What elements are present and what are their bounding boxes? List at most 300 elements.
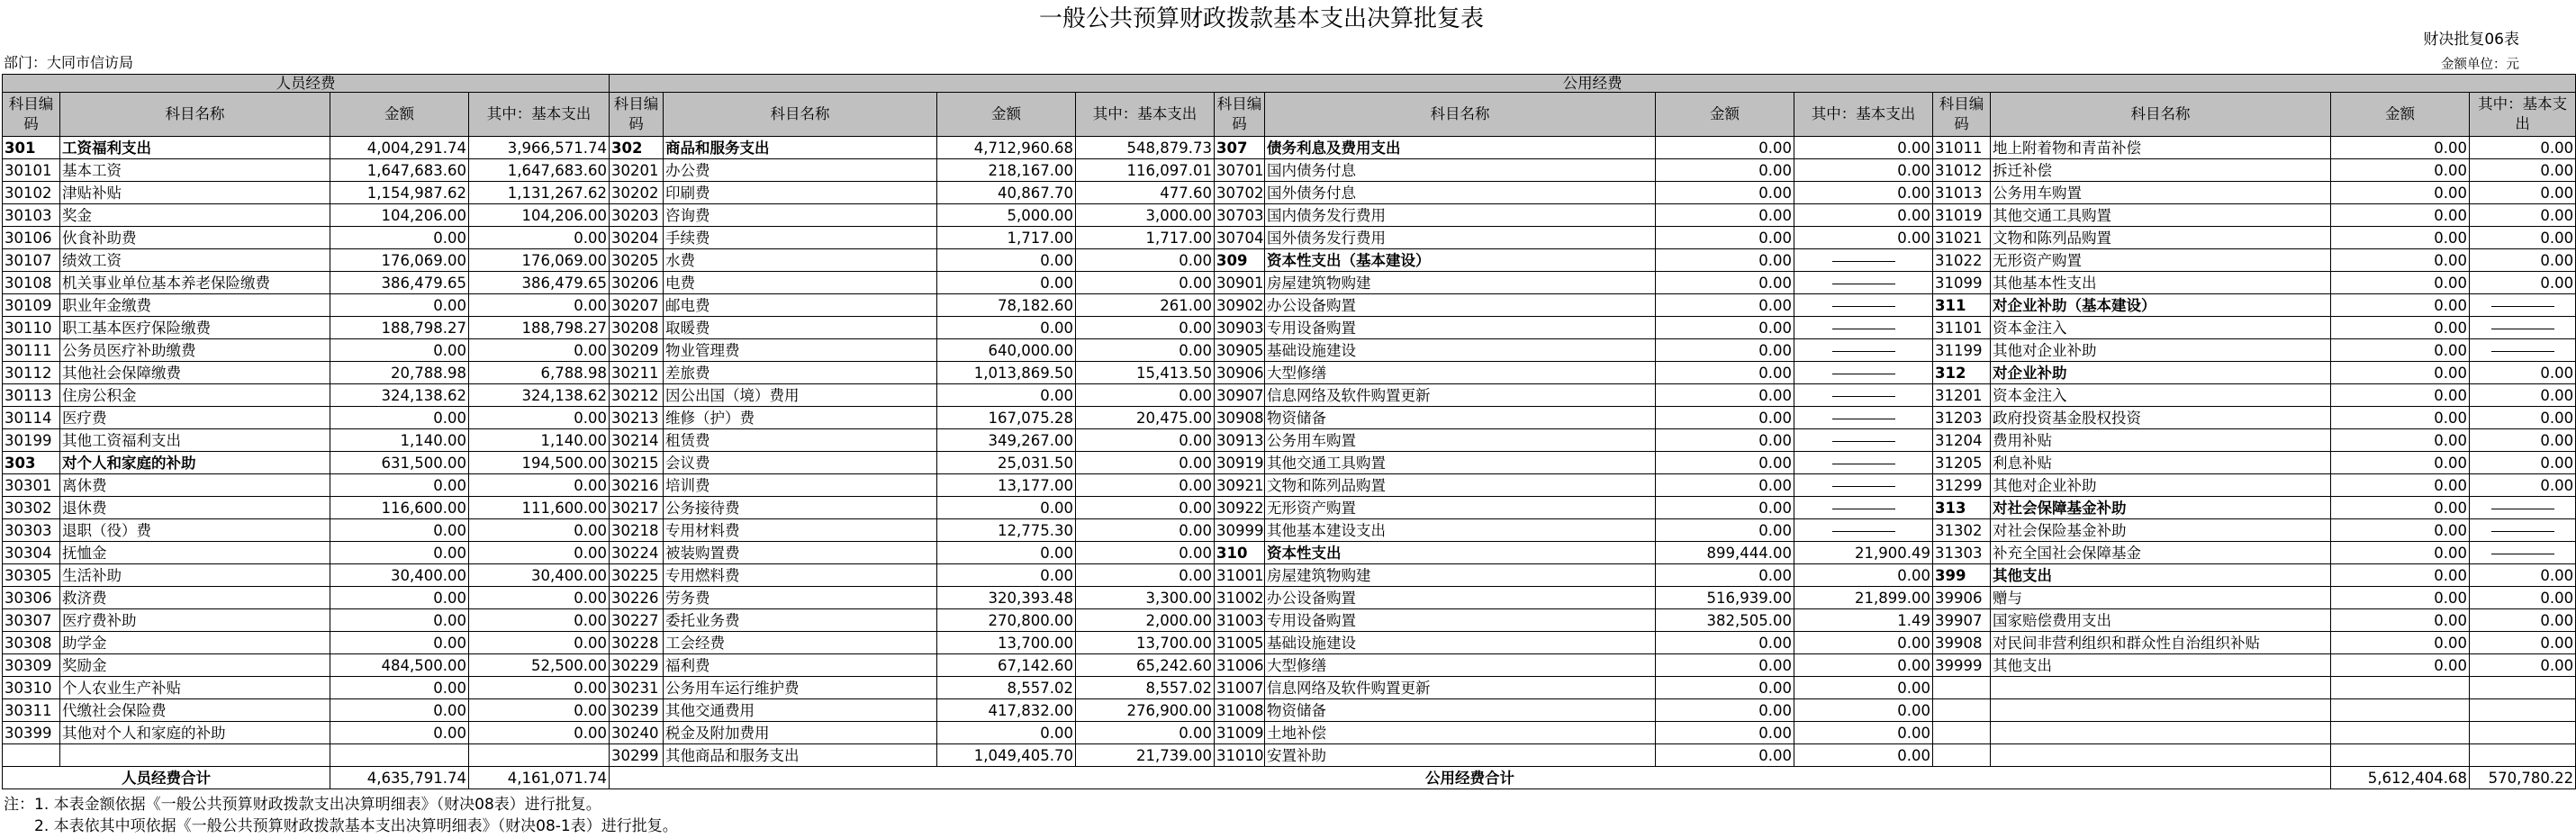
cell-name: 咨询费 <box>664 204 937 227</box>
cell-amount: 0.00 <box>1656 294 1794 317</box>
cell-amount: 0.00 <box>1656 384 1794 407</box>
cell-basic: 0.00 <box>1794 137 1933 159</box>
cell-amount <box>2331 722 2470 744</box>
cell-amount: 0.00 <box>2331 182 2470 204</box>
cell-code: 30217 <box>610 497 664 519</box>
table-row <box>3 632 2576 654</box>
cell-code: 30922 <box>1215 497 1265 519</box>
cell-amount: 0.00 <box>1656 407 1794 429</box>
header-name: 科目名称 <box>1265 93 1656 137</box>
cell-basic <box>2470 294 2576 317</box>
cell-basic: 0.00 <box>469 722 610 744</box>
cell-amount: 0.00 <box>1656 339 1794 362</box>
dash-mark <box>1832 531 1895 532</box>
cell-basic: 30,400.00 <box>469 564 610 587</box>
dash-mark <box>2491 351 2554 352</box>
cell-basic <box>2470 744 2576 767</box>
cell-basic <box>2470 519 2576 542</box>
cell-name: 住房公积金 <box>60 384 330 407</box>
cell-code: 30211 <box>610 362 664 384</box>
cell-amount: 0.00 <box>2331 204 2470 227</box>
cell-amount: 631,500.00 <box>330 452 469 474</box>
cell-name: 工会经费 <box>664 632 937 654</box>
cell-code: 30225 <box>610 564 664 587</box>
cell-code: 31010 <box>1215 744 1265 767</box>
cell-name: 债务利息及费用支出 <box>1265 137 1656 159</box>
cell-amount: 1,154,987.62 <box>330 182 469 204</box>
cell-amount: 0.00 <box>1656 452 1794 474</box>
table-row <box>3 182 2576 204</box>
cell-name: 奖励金 <box>60 654 330 677</box>
cell-code: 30212 <box>610 384 664 407</box>
cell-code: 30215 <box>610 452 664 474</box>
cell-name: 奖金 <box>60 204 330 227</box>
group-header-public: 公用经费 <box>610 75 2576 93</box>
cell-code: 39906 <box>1933 587 1991 609</box>
department-label: 部门：大同市信访局 <box>4 54 134 71</box>
cell-amount: 0.00 <box>1656 227 1794 249</box>
cell-name: 其他交通工具购置 <box>1265 452 1656 474</box>
header-code: 科目编码 <box>1933 93 1991 137</box>
cell-amount: 0.00 <box>2331 429 2470 452</box>
cell-basic: 0.00 <box>1794 677 1933 699</box>
cell-code: 30199 <box>3 429 60 452</box>
cell-amount: 20,788.98 <box>330 362 469 384</box>
dash-mark <box>2491 531 2554 532</box>
cell-name: 其他社会保障缴费 <box>60 362 330 384</box>
cell-name: 退休费 <box>60 497 330 519</box>
cell-code: 302 <box>610 137 664 159</box>
cell-amount: 0.00 <box>330 519 469 542</box>
cell-basic: 6,788.98 <box>469 362 610 384</box>
report-title: 一般公共预算财政拨款基本支出决算批复表 <box>1038 5 1484 32</box>
cell-basic: 548,879.73 <box>1076 137 1215 159</box>
cell-basic: 0.00 <box>2470 272 2576 294</box>
cell-amount: 0.00 <box>2331 384 2470 407</box>
cell-amount: 0.00 <box>1656 677 1794 699</box>
cell-amount: 1,049,405.70 <box>937 744 1076 767</box>
cell-code: 31201 <box>1933 384 1991 407</box>
cell-basic: 111,600.00 <box>469 497 610 519</box>
cell-basic: 0.00 <box>2470 182 2576 204</box>
cell-basic: 3,000.00 <box>1076 204 1215 227</box>
cell-amount: 0.00 <box>330 722 469 744</box>
cell-basic: 116,097.01 <box>1076 159 1215 182</box>
cell-basic: 0.00 <box>1794 654 1933 677</box>
table-row <box>3 474 2576 497</box>
cell-name: 委托业务费 <box>664 609 937 632</box>
public-total-label: 公用经费合计 <box>610 767 2331 789</box>
cell-basic: 0.00 <box>1076 429 1215 452</box>
cell-amount: 0.00 <box>2331 474 2470 497</box>
cell-basic: 0.00 <box>2470 159 2576 182</box>
cell-amount: 0.00 <box>937 384 1076 407</box>
cell-basic <box>1794 407 1933 429</box>
cell-amount: 0.00 <box>330 339 469 362</box>
cell-name <box>60 744 330 767</box>
header-amount: 金额 <box>2331 93 2470 137</box>
cell-basic: 0.00 <box>469 632 610 654</box>
cell-basic: 1,717.00 <box>1076 227 1215 249</box>
cell-code: 30299 <box>610 744 664 767</box>
cell-code: 30303 <box>3 519 60 542</box>
table-row <box>3 317 2576 339</box>
cell-name: 印刷费 <box>664 182 937 204</box>
cell-amount: 0.00 <box>937 497 1076 519</box>
note-1: 注：1. 本表金额依据《一般公共预算财政拨款支出决算明细表》（财决08表）进行批复。 <box>4 796 601 814</box>
cell-code: 31011 <box>1933 137 1991 159</box>
dash-mark <box>1832 261 1895 262</box>
cell-code <box>1933 699 1991 722</box>
cell-code: 30305 <box>3 564 60 587</box>
cell-name: 大型修缮 <box>1265 654 1656 677</box>
cell-basic: 0.00 <box>1076 497 1215 519</box>
cell-amount: 0.00 <box>2331 519 2470 542</box>
cell-basic <box>1794 249 1933 272</box>
header-name: 科目名称 <box>60 93 330 137</box>
cell-basic: 0.00 <box>1794 182 1933 204</box>
cell-basic <box>2470 722 2576 744</box>
cell-code: 30309 <box>3 654 60 677</box>
cell-name: 助学金 <box>60 632 330 654</box>
cell-basic: 0.00 <box>2470 654 2576 677</box>
cell-code: 30905 <box>1215 339 1265 362</box>
cell-amount: 0.00 <box>937 722 1076 744</box>
cell-code: 30901 <box>1215 272 1265 294</box>
cell-basic: 1,131,267.62 <box>469 182 610 204</box>
cell-name: 租赁费 <box>664 429 937 452</box>
cell-amount: 0.00 <box>330 609 469 632</box>
cell-code: 30229 <box>610 654 664 677</box>
cell-basic: 52,500.00 <box>469 654 610 677</box>
table-row <box>3 587 2576 609</box>
cell-name: 取暖费 <box>664 317 937 339</box>
cell-basic: 0.00 <box>1076 564 1215 587</box>
cell-name: 维修（护）费 <box>664 407 937 429</box>
cell-basic: 0.00 <box>469 294 610 317</box>
cell-code <box>1933 744 1991 767</box>
cell-amount: 1,717.00 <box>937 227 1076 249</box>
cell-amount: 0.00 <box>1656 272 1794 294</box>
cell-amount: 0.00 <box>2331 249 2470 272</box>
cell-name: 物资储备 <box>1265 407 1656 429</box>
cell-basic: 261.00 <box>1076 294 1215 317</box>
cell-name: 地上附着物和青苗补偿 <box>1991 137 2331 159</box>
table-row <box>3 362 2576 384</box>
cell-code: 30224 <box>610 542 664 564</box>
cell-amount: 320,393.48 <box>937 587 1076 609</box>
table-row <box>3 497 2576 519</box>
cell-name: 政府投资基金股权投资 <box>1991 407 2331 429</box>
cell-amount: 104,206.00 <box>330 204 469 227</box>
cell-code: 30240 <box>610 722 664 744</box>
cell-name: 伙食补助费 <box>60 227 330 249</box>
cell-basic <box>1794 384 1933 407</box>
cell-code: 30310 <box>3 677 60 699</box>
cell-amount: 386,479.65 <box>330 272 469 294</box>
cell-amount <box>2331 677 2470 699</box>
cell-name: 房屋建筑物购建 <box>1265 272 1656 294</box>
cell-amount: 0.00 <box>2331 497 2470 519</box>
cell-code: 30311 <box>3 699 60 722</box>
cell-basic <box>2470 677 2576 699</box>
cell-code: 30231 <box>610 677 664 699</box>
cell-name: 资本性支出（基本建设） <box>1265 249 1656 272</box>
cell-name: 会议费 <box>664 452 937 474</box>
cell-name: 福利费 <box>664 654 937 677</box>
cell-name: 国内债务发行费用 <box>1265 204 1656 227</box>
cell-basic: 276,900.00 <box>1076 699 1215 722</box>
cell-basic: 21,739.00 <box>1076 744 1215 767</box>
dash-mark <box>1832 306 1895 307</box>
cell-name: 资本性支出 <box>1265 542 1656 564</box>
table-row <box>3 227 2576 249</box>
cell-name: 办公费 <box>664 159 937 182</box>
totals-row <box>3 767 2576 789</box>
cell-name: 拆迁补偿 <box>1991 159 2331 182</box>
cell-basic: 0.00 <box>469 519 610 542</box>
cell-basic: 324,138.62 <box>469 384 610 407</box>
cell-basic: 0.00 <box>1076 249 1215 272</box>
cell-basic: 0.00 <box>469 407 610 429</box>
cell-amount: 0.00 <box>1656 744 1794 767</box>
cell-name: 国外债务付息 <box>1265 182 1656 204</box>
cell-code: 30226 <box>610 587 664 609</box>
cell-name: 专用燃料费 <box>664 564 937 587</box>
cell-code: 30908 <box>1215 407 1265 429</box>
cell-name: 对民间非营利组织和群众性自治组织补贴 <box>1991 632 2331 654</box>
cell-code: 30102 <box>3 182 60 204</box>
cell-name: 利息补贴 <box>1991 452 2331 474</box>
cell-basic <box>1794 339 1933 362</box>
cell-amount: 0.00 <box>1656 362 1794 384</box>
cell-amount: 1,140.00 <box>330 429 469 452</box>
dash-mark <box>2491 306 2554 307</box>
cell-name: 机关事业单位基本养老保险缴费 <box>60 272 330 294</box>
cell-amount: 116,600.00 <box>330 497 469 519</box>
dash-mark <box>1832 351 1895 352</box>
cell-code: 30702 <box>1215 182 1265 204</box>
cell-code: 30209 <box>610 339 664 362</box>
cell-name: 培训费 <box>664 474 937 497</box>
cell-basic: 20,475.00 <box>1076 407 1215 429</box>
dash-mark <box>1832 441 1895 442</box>
cell-basic: 13,700.00 <box>1076 632 1215 654</box>
cell-amount: 12,775.30 <box>937 519 1076 542</box>
cell-code: 30703 <box>1215 204 1265 227</box>
cell-code: 30239 <box>610 699 664 722</box>
header-basic: 其中：基本支出 <box>469 93 610 137</box>
cell-basic: 0.00 <box>2470 429 2576 452</box>
cell-amount: 0.00 <box>2331 339 2470 362</box>
table-row <box>3 722 2576 744</box>
cell-basic: 0.00 <box>1076 474 1215 497</box>
header-code: 科目编码 <box>610 93 664 137</box>
cell-code <box>1933 677 1991 699</box>
cell-basic <box>2470 542 2576 564</box>
cell-basic <box>1794 317 1933 339</box>
cell-basic: 0.00 <box>1794 159 1933 182</box>
cell-amount: 67,142.60 <box>937 654 1076 677</box>
cell-name: 对个人和家庭的补助 <box>60 452 330 474</box>
cell-code: 30201 <box>610 159 664 182</box>
cell-code: 31303 <box>1933 542 1991 564</box>
cell-amount: 0.00 <box>2331 137 2470 159</box>
cell-code: 30203 <box>610 204 664 227</box>
cell-code: 30113 <box>3 384 60 407</box>
cell-name: 救济费 <box>60 587 330 609</box>
cell-amount: 0.00 <box>1656 632 1794 654</box>
cell-name: 物资储备 <box>1265 699 1656 722</box>
cell-basic: 0.00 <box>2470 564 2576 587</box>
cell-basic: 0.00 <box>2470 204 2576 227</box>
cell-basic: 0.00 <box>1076 722 1215 744</box>
cell-code: 31021 <box>1933 227 1991 249</box>
cell-code: 31012 <box>1933 159 1991 182</box>
cell-basic: 188,798.27 <box>469 317 610 339</box>
cell-name: 赠与 <box>1991 587 2331 609</box>
table-row <box>3 542 2576 564</box>
cell-name: 国内债务付息 <box>1265 159 1656 182</box>
cell-basic: 0.00 <box>469 699 610 722</box>
cell-code: 309 <box>1215 249 1265 272</box>
cell-amount: 0.00 <box>2331 542 2470 564</box>
cell-code: 30216 <box>610 474 664 497</box>
cell-name: 大型修缮 <box>1265 362 1656 384</box>
table-row <box>3 744 2576 767</box>
cell-name: 职业年金缴费 <box>60 294 330 317</box>
cell-name: 基础设施建设 <box>1265 339 1656 362</box>
cell-basic <box>1794 362 1933 384</box>
cell-name: 公务员医疗补助缴费 <box>60 339 330 362</box>
form-code: 财决批复06表 <box>2423 31 2519 49</box>
cell-amount: 176,069.00 <box>330 249 469 272</box>
cell-amount: 0.00 <box>1656 317 1794 339</box>
cell-basic <box>469 744 610 767</box>
cell-name: 医疗费 <box>60 407 330 429</box>
cell-code: 39999 <box>1933 654 1991 677</box>
cell-name: 差旅费 <box>664 362 937 384</box>
cell-amount: 0.00 <box>1656 159 1794 182</box>
cell-basic: 0.00 <box>1794 564 1933 587</box>
personnel-total-basic: 4,161,071.74 <box>469 767 610 789</box>
cell-name: 其他交通费用 <box>664 699 937 722</box>
cell-name: 邮电费 <box>664 294 937 317</box>
cell-code: 30399 <box>3 722 60 744</box>
cell-basic: 104,206.00 <box>469 204 610 227</box>
header-basic: 其中：基本支出 <box>2470 93 2576 137</box>
cell-code: 303 <box>3 452 60 474</box>
cell-amount: 0.00 <box>2331 654 2470 677</box>
cell-name: 手续费 <box>664 227 937 249</box>
cell-amount <box>2331 744 2470 767</box>
cell-name: 安置补助 <box>1265 744 1656 767</box>
cell-code: 31013 <box>1933 182 1991 204</box>
public-total-amount: 5,612,404.68 <box>2331 767 2470 789</box>
cell-amount: 4,004,291.74 <box>330 137 469 159</box>
cell-amount: 0.00 <box>2331 317 2470 339</box>
cell-basic: 0.00 <box>1794 204 1933 227</box>
table-row <box>3 339 2576 362</box>
cell-name: 其他支出 <box>1991 564 2331 587</box>
cell-code: 31006 <box>1215 654 1265 677</box>
table-row <box>3 609 2576 632</box>
cell-basic <box>2470 497 2576 519</box>
cell-amount: 0.00 <box>1656 564 1794 587</box>
cell-code: 30704 <box>1215 227 1265 249</box>
cell-amount: 0.00 <box>1656 182 1794 204</box>
cell-basic: 0.00 <box>469 227 610 249</box>
cell-name: 对社会保险基金补助 <box>1991 519 2331 542</box>
cell-name: 绩效工资 <box>60 249 330 272</box>
cell-code: 30206 <box>610 272 664 294</box>
cell-name: 对企业补助（基本建设） <box>1991 294 2331 317</box>
cell-name: 专用材料费 <box>664 519 937 542</box>
cell-name: 费用补贴 <box>1991 429 2331 452</box>
cell-name: 其他交通工具购置 <box>1991 204 2331 227</box>
cell-code: 30913 <box>1215 429 1265 452</box>
cell-amount: 640,000.00 <box>937 339 1076 362</box>
cell-amount: 13,700.00 <box>937 632 1076 654</box>
cell-code: 31302 <box>1933 519 1991 542</box>
cell-code: 31203 <box>1933 407 1991 429</box>
cell-code: 30108 <box>3 272 60 294</box>
cell-name: 物业管理费 <box>664 339 937 362</box>
cell-amount: 0.00 <box>2331 407 2470 429</box>
cell-amount: 4,712,960.68 <box>937 137 1076 159</box>
cell-code: 31019 <box>1933 204 1991 227</box>
cell-basic: 0.00 <box>2470 362 2576 384</box>
cell-code: 30227 <box>610 609 664 632</box>
header-basic: 其中：基本支出 <box>1076 93 1215 137</box>
cell-basic: 0.00 <box>1794 227 1933 249</box>
cell-code: 30301 <box>3 474 60 497</box>
cell-code: 30205 <box>610 249 664 272</box>
cell-amount: 218,167.00 <box>937 159 1076 182</box>
cell-code: 30111 <box>3 339 60 362</box>
cell-code: 30109 <box>3 294 60 317</box>
cell-code: 30218 <box>610 519 664 542</box>
cell-name <box>1991 744 2331 767</box>
cell-name: 工资福利支出 <box>60 137 330 159</box>
cell-amount: 0.00 <box>2331 632 2470 654</box>
cell-name: 国外债务发行费用 <box>1265 227 1656 249</box>
cell-amount: 516,939.00 <box>1656 587 1794 609</box>
cell-code: 30202 <box>610 182 664 204</box>
cell-amount: 0.00 <box>1656 474 1794 497</box>
cell-amount: 0.00 <box>937 564 1076 587</box>
note-2: 2. 本表依其中项依据《一般公共预算财政拨款基本支出决算明细表》（财决08-1表）进行批复。 <box>4 817 678 835</box>
cell-basic <box>2470 339 2576 362</box>
cell-basic: 1,140.00 <box>469 429 610 452</box>
cell-name: 基础设施建设 <box>1265 632 1656 654</box>
cell-basic: 386,479.65 <box>469 272 610 294</box>
cell-basic: 0.00 <box>1794 722 1933 744</box>
cell-amount: 0.00 <box>2331 362 2470 384</box>
cell-name: 其他对企业补助 <box>1991 474 2331 497</box>
cell-amount <box>330 744 469 767</box>
cell-name: 国家赔偿费用支出 <box>1991 609 2331 632</box>
expenditure-table <box>2 74 2576 789</box>
cell-code: 30308 <box>3 632 60 654</box>
cell-code: 30921 <box>1215 474 1265 497</box>
cell-basic: 15,413.50 <box>1076 362 1215 384</box>
cell-name: 文物和陈列品购置 <box>1265 474 1656 497</box>
cell-basic: 0.00 <box>2470 587 2576 609</box>
table-row <box>3 137 2576 159</box>
cell-amount: 0.00 <box>330 587 469 609</box>
cell-basic <box>1794 452 1933 474</box>
